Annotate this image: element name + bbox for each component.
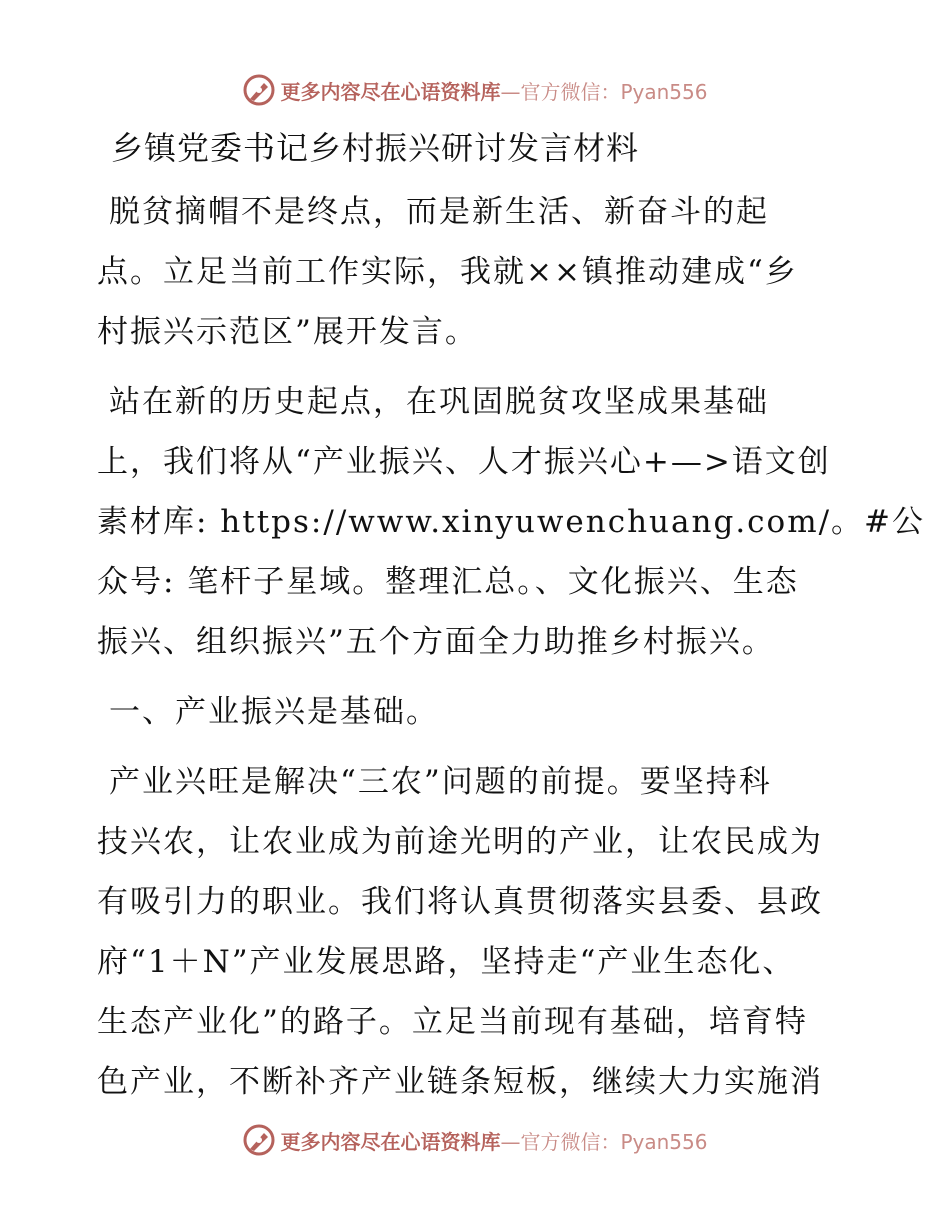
text-line: 色产业，不断补齐产业链条短板，继续大力实施消 (97, 1064, 823, 1100)
document-body (97, 122, 926, 1122)
text-line: 一、产业振兴是基础。 (109, 694, 439, 730)
paragraph (97, 752, 857, 1112)
section-heading (97, 682, 857, 742)
pen-logo-icon (242, 1123, 276, 1157)
text-line: 产业兴旺是解决“三农”问题的前提。要坚持科 (109, 764, 772, 800)
text-line: 上，我们将从“产业振兴、人才振兴心+—>语文创 (97, 444, 831, 480)
pen-logo-icon (242, 73, 276, 107)
text-line: 有吸引力的职业。我们将认真贯彻落实县委、县政 (97, 884, 823, 920)
text-line: 众号: 笔杆子星域。整理汇总。、文化振兴、生态 (97, 564, 799, 600)
text-line: 振兴、组织振兴”五个方面全力助推乡村振兴。 (97, 624, 775, 660)
header-watermark-banner (0, 70, 950, 110)
paragraph (97, 182, 857, 362)
text-line: 素材库: https://www.xinyuwenchuang.com/。#公 (97, 504, 926, 540)
document-title: 乡镇党委书记乡村振兴研讨发言材料 (111, 129, 640, 167)
text-line: 站在新的历史起点，在巩固脱贫攻坚成果基础 (109, 384, 769, 420)
text-line: 村振兴示范区”展开发言。 (97, 314, 478, 350)
text-line: 府“1＋N”产业发展思路，坚持走“产业生态化、 (97, 944, 796, 980)
text-line: 点。立足当前工作实际，我就××镇推动建成“乡 (97, 254, 798, 290)
text-line: 技兴农，让农业成为前途光明的产业，让农民成为 (97, 824, 823, 860)
footer-watermark-banner (0, 1120, 950, 1160)
watermark-text: 更多内容尽在心语资料库—官方微信：Pyan556 (280, 79, 708, 104)
text-line: 脱贫摘帽不是终点，而是新生活、新奋斗的起 (109, 194, 769, 230)
watermark-text: 更多内容尽在心语资料库—官方微信：Pyan556 (280, 1129, 708, 1154)
paragraph (97, 372, 926, 672)
text-line: 生态产业化”的路子。立足当前现有基础，培育特 (97, 1004, 808, 1040)
